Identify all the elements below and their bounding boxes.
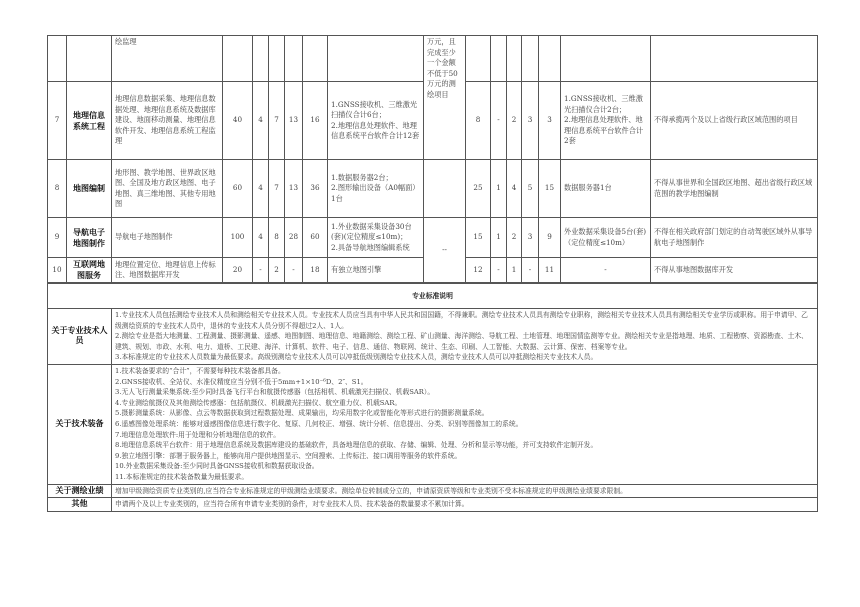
personnel-count-b <box>539 36 561 82</box>
personnel-count-a: 4 <box>253 218 269 258</box>
personnel-count-a: 100 <box>223 218 253 258</box>
personnel-count-b: 12 <box>466 258 491 283</box>
notes-title: 专业标准说明 <box>48 284 818 309</box>
equipment-line: 1.数据服务器2台； <box>331 172 393 182</box>
equipment-line: 外业数据采集设备5台(套)（定位精度≤10m） <box>564 227 647 247</box>
notes-label: 其他 <box>48 498 112 512</box>
personnel-count-b: 3 <box>539 82 561 160</box>
equipment-line: 2.图形输出设备（A0幅面）1台 <box>331 183 420 203</box>
personnel-count-a: 36 <box>303 160 328 218</box>
category-name: 互联网地图服务 <box>67 258 112 283</box>
notes-label: 关于技术装备 <box>48 364 112 484</box>
row-number: 9 <box>48 218 67 258</box>
personnel-count-a: 13 <box>285 160 303 218</box>
note-line: 6.遥感图像处理系统：能够对遥感图像信息进行数字化、复原、几何校正、增强、统计分析、信息提出、分类、识别等图像加工的系统。 <box>115 419 523 428</box>
personnel-count-a: 16 <box>303 82 328 160</box>
business-scope: 绘监理 <box>112 36 223 82</box>
personnel-count-a: 40 <box>223 82 253 160</box>
equipment-b-requirement <box>561 36 651 82</box>
qualification-table <box>47 35 818 283</box>
equipment-a-requirement <box>328 160 424 218</box>
personnel-count-b: 9 <box>539 218 561 258</box>
note-line: 2.测绘专业是指大地测量、工程测量、摄影测量、遥感、地图制图、地理信息、地籍测绘、测绘工程、矿山测量、海洋测绘、导航工程、土地管理、地理国情监测等专业。测绘相关专业是指地理、地质、工程勘察、资源勘查、土木、建筑、规划、市政、水利、电力、道桥、工民建、海洋、计算机、软件、电子、信息、通信、物联网、统计、生态、印刷、人工智能、大数据、云计算、保密、档案等专业。 <box>115 332 808 351</box>
equipment-line: 有独立地图引擎 <box>331 264 382 274</box>
note-line: 1.专业技术人员包括测绘专业技术人员和测绘相关专业技术人员。专业技术人员应当具有中华人民共和国国籍，不得兼职。测绘专业技术人员具有测绘专业职称，测绘相关专业技术人员具有测绘相关专业学历或职称。用于申请甲、乙级测绘资质的专业技术人员中，退休的专业技术人员分别不得超过2人、1人。 <box>115 311 808 330</box>
personnel-count-a: 7 <box>269 82 285 160</box>
equipment-a-requirement <box>328 258 424 283</box>
business-restriction: 不得从事世界和全国政区地图、超出省级行政区域范围的教学地图编制 <box>651 160 818 218</box>
equipment-b-requirement <box>561 218 651 258</box>
note-line: 3.无人飞行测量采集系统:至少同时具备飞行平台和航摄传感器（包括相机、机载激光扫描仪、机载SAR）。 <box>115 388 435 397</box>
note-line: 10.外业数据采集设备:至少同时具备GNSS接收机和数据获取设备。 <box>115 462 319 471</box>
personnel-count-b: 25 <box>466 160 491 218</box>
personnel-count-a <box>285 36 303 82</box>
personnel-count-a: - <box>285 258 303 283</box>
personnel-count-a <box>253 36 269 82</box>
category-name: 地理信息系统工程 <box>67 82 112 160</box>
personnel-count-b <box>522 36 539 82</box>
notes-row-personnel <box>48 309 818 365</box>
personnel-count-b: - <box>491 258 507 283</box>
row-number: 7 <box>48 82 67 160</box>
personnel-count-a: 28 <box>285 218 303 258</box>
personnel-count-b: 3 <box>522 218 539 258</box>
business-restriction: 不得承揽两个及以上省级行政区域范围的项目 <box>651 82 818 160</box>
category-name <box>67 36 112 82</box>
note-line: 8.地理信息系统平台软件：用于地理信息系统及数据库建设的基础软件，具备地理信息的获取、存储、编辑、处理、分析和显示等功能，并可支持软件定制开发。 <box>115 441 598 450</box>
personnel-count-b: 2 <box>507 218 522 258</box>
personnel-count-b: - <box>522 258 539 283</box>
equipment-line: 2.具备导航地图编辑系统 <box>331 242 410 252</box>
note-line: 7.地理信息处理软件:用于处理和分析地理信息的软件。 <box>115 430 281 439</box>
table-row <box>48 160 818 218</box>
personnel-count-b: 5 <box>522 160 539 218</box>
business-scope: 地理信息数据采集、地理信息数据处理、地理信息系统及数据库建设、地面移动测量、地理信息软件开发、地理信息系统工程监理 <box>112 82 223 160</box>
personnel-count-b: 2 <box>507 82 522 160</box>
note-line: 3.本标准规定的专业技术人员数量为最低要求。高级别测绘专业技术人员可以冲抵低级别测绘专业技术人员，测绘专业技术人员可以冲抵测绘相关专业技术人员。 <box>115 353 598 362</box>
personnel-count-a: 18 <box>303 258 328 283</box>
equipment-b-requirement <box>561 82 651 160</box>
equipment-line: - <box>604 264 607 274</box>
personnel-count-b: 15 <box>539 160 561 218</box>
note-line: 9.独立地图引擎：部署于服务器上，能够向用户提供地图显示、空间搜索、上传标注、接口调用等服务的软件系统。 <box>115 451 462 460</box>
business-scope: 导航电子地图制作 <box>112 218 223 258</box>
personnel-count-a <box>303 36 328 82</box>
personnel-count-b: 4 <box>507 160 522 218</box>
personnel-count-a: 20 <box>223 258 253 283</box>
notes-label: 关于测绘业绩 <box>48 484 112 498</box>
personnel-count-b: 1 <box>491 160 507 218</box>
equipment-line: 1.GNSS接收机、三维激光扫描仪合计2台； <box>564 94 643 114</box>
note-line: 5.摄影测量系统：从影像、点云等数据获取到过程数据处理、成果输出，均采用数字化或智能化等形式进行的摄影测量系统。 <box>115 409 489 418</box>
personnel-count-a: 60 <box>223 160 253 218</box>
business-restriction: 不得在相关政府部门划定的自动驾驶区域外从事导航电子地图制作 <box>651 218 818 258</box>
equipment-a-requirement <box>328 82 424 160</box>
personnel-count-a: 4 <box>253 82 269 160</box>
notes-row-equipment <box>48 364 818 484</box>
notes-content <box>112 364 818 484</box>
notes-table <box>47 283 818 512</box>
business-restriction <box>651 36 818 82</box>
personnel-count-b: - <box>491 82 507 160</box>
personnel-count-b <box>491 36 507 82</box>
equipment-a-requirement <box>328 218 424 258</box>
personnel-count-a <box>269 36 285 82</box>
note-line: 4.专业测绘航摄仪及其他测绘传感器：包括航摄仪、机载激光扫描仪、航空重力仪、机载SAR。 <box>115 398 402 407</box>
row-number: 10 <box>48 258 67 283</box>
business-restriction: 不得从事地图数据库开发 <box>651 258 818 283</box>
personnel-count-b: 1 <box>491 218 507 258</box>
personnel-count-b: 3 <box>522 82 539 160</box>
notes-content: 增加甲级测绘资质专业类别的,应当符合专业标准规定的甲级测绘业绩要求。测绘单位转制或分立的，申请原资质等级和专业类别不受本标准规定的甲级测绘业绩要求限制。 <box>112 484 818 498</box>
category-name: 导航电子地图制作 <box>67 218 112 258</box>
row-number: 8 <box>48 160 67 218</box>
notes-label: 关于专业技术人员 <box>48 309 112 365</box>
notes-row-other <box>48 498 818 512</box>
equipment-line: 2.地理信息处理软件、地理信息系统平台软件合计12套 <box>331 120 420 140</box>
personnel-count-b: 1 <box>507 258 522 283</box>
personnel-count-a: 8 <box>269 218 285 258</box>
business-scope: 地形图、教学地图、世界政区地图、全国及地方政区地图、电子地图、真三维地图、其他专用地图 <box>112 160 223 218</box>
notes-content: 申请两个及以上专业类别的，应当符合所有申请专业类别的条件，对专业技术人员、技术装备的数量要求不累加计算。 <box>112 498 818 512</box>
equipment-line: 1.外业数据采集设备30台(套)(定位精度≤10m)； <box>331 221 412 242</box>
equipment-a-requirement <box>328 36 424 82</box>
category-name: 地图编制 <box>67 160 112 218</box>
equipment-line: 1.GNSS接收机、三维激光扫描仪合计6台； <box>331 99 418 119</box>
note-line: 11.本标准规定的技术装备数量为最低要求。 <box>115 472 249 481</box>
row-number <box>48 36 67 82</box>
personnel-count-a: 7 <box>269 160 285 218</box>
personnel-count-a <box>223 36 253 82</box>
business-scope: 地理位置定位、地理信息上传标注、地图数据库开发 <box>112 258 223 283</box>
equipment-b-requirement <box>561 160 651 218</box>
performance-requirement: -- <box>424 218 466 283</box>
personnel-count-a: 13 <box>285 82 303 160</box>
notes-content <box>112 309 818 365</box>
equipment-b-requirement <box>561 258 651 283</box>
equipment-line: 数据服务器1台 <box>564 183 612 193</box>
notes-row-performance <box>48 484 818 498</box>
personnel-count-a: 60 <box>303 218 328 258</box>
table-row <box>48 36 818 82</box>
personnel-count-b: 11 <box>539 258 561 283</box>
personnel-count-a: - <box>253 258 269 283</box>
note-line: 2.GNSS接收机、全站仪、水准仪精度应当分别不低于5mm+1×10⁻⁶D、2″、S1。 <box>115 377 368 386</box>
personnel-count-a: 4 <box>253 160 269 218</box>
performance-requirement: 万元，且完成至少一个金额不低于50万元的测绘项目 <box>424 36 466 160</box>
personnel-count-b: 15 <box>466 218 491 258</box>
personnel-count-b <box>466 36 491 82</box>
table-row <box>48 218 818 258</box>
equipment-line: 2.地理信息处理软件、地理信息系统平台软件合计2套 <box>564 115 644 146</box>
personnel-count-b <box>507 36 522 82</box>
personnel-count-b: 8 <box>466 82 491 160</box>
note-line: 1.技术装备要求的“合计”，不需要每种技术装备都具备。 <box>115 366 285 375</box>
personnel-count-a: 2 <box>269 258 285 283</box>
qualification-standard-page <box>47 35 817 512</box>
performance-requirement <box>424 160 466 218</box>
